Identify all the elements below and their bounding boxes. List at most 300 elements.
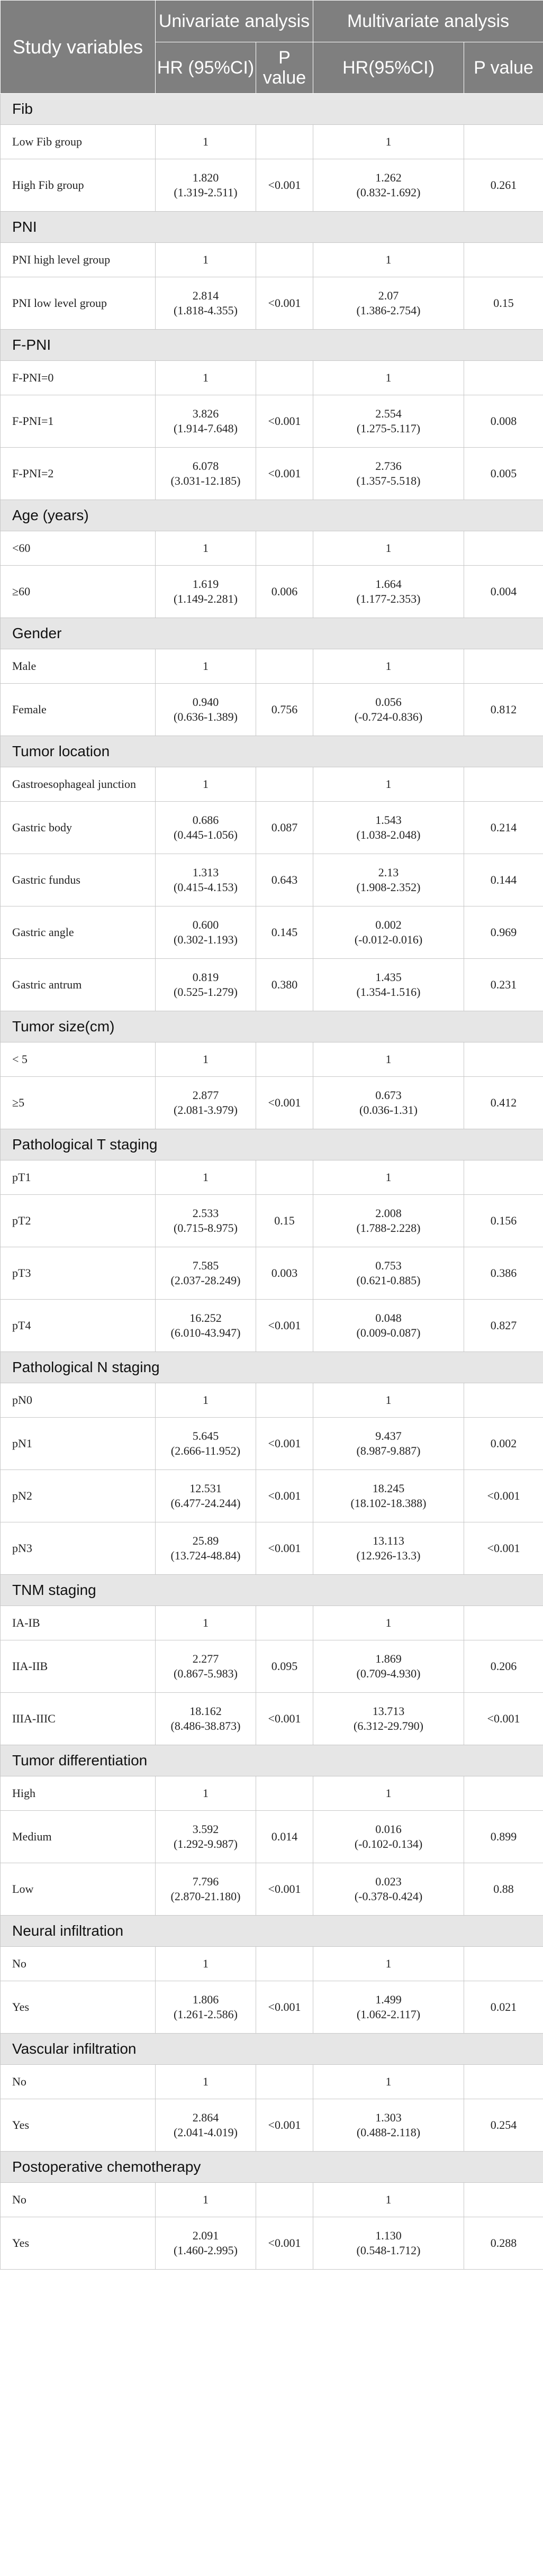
- section-header-row: [1, 1745, 543, 1776]
- uni-hr-cell: [156, 395, 256, 448]
- uni-hr-cell: [156, 1693, 256, 1745]
- row-label: pN1: [1, 1418, 156, 1470]
- multi-hr-value: 1: [385, 2193, 392, 2206]
- uni-hr-cell: [156, 448, 256, 500]
- multi-hr-value: 9.437: [375, 1429, 402, 1443]
- multi-hr-value: 0.673: [375, 1089, 402, 1102]
- multi-p-cell: [464, 1042, 543, 1077]
- multi-p-header: P value: [464, 42, 543, 94]
- multi-hr-value: 1.499: [375, 1993, 402, 2006]
- table-row: [1, 1640, 543, 1693]
- multi-ci-value: (18.102-18.388): [350, 1496, 427, 1510]
- multi-p-cell: [464, 243, 543, 277]
- uni-hr-value: 1: [203, 777, 209, 791]
- uni-hr-value: 6.078: [192, 459, 219, 473]
- uni-hr-cell: [156, 1160, 256, 1195]
- table-row: [1, 802, 543, 854]
- multi-p-cell: 0.254: [464, 2099, 543, 2152]
- multi-hr-value: 1: [385, 253, 392, 266]
- section-title: Vascular infiltration: [1, 2034, 543, 2065]
- uni-ci-value: (6.477-24.244): [170, 1496, 241, 1510]
- uni-p-cell: <0.001: [256, 2217, 313, 2270]
- multi-p-cell: [464, 1606, 543, 1640]
- uni-p-cell: [256, 361, 313, 395]
- uni-p-cell: <0.001: [256, 2099, 313, 2152]
- row-label: High Fib group: [1, 159, 156, 212]
- uni-hr-cell: [156, 1300, 256, 1352]
- multi-hr-cell: [313, 649, 464, 684]
- table-row: [1, 684, 543, 736]
- multi-hr-cell: [313, 1077, 464, 1129]
- multi-hr-cell: [313, 1693, 464, 1745]
- multi-ci-value: (-0.724-0.836): [354, 710, 423, 723]
- multi-hr-value: 1: [385, 1957, 392, 1970]
- uni-p-cell: <0.001: [256, 1418, 313, 1470]
- uni-ci-value: (0.867-5.983): [174, 1667, 238, 1680]
- uni-p-cell: 0.145: [256, 906, 313, 959]
- uni-hr-cell: [156, 1077, 256, 1129]
- uni-p-cell: [256, 2183, 313, 2217]
- uni-p-cell: 0.095: [256, 1640, 313, 1693]
- uni-hr-cell: [156, 361, 256, 395]
- table-row: [1, 361, 543, 395]
- uni-p-cell: <0.001: [256, 1981, 313, 2034]
- uni-p-cell: <0.001: [256, 1863, 313, 1916]
- uni-p-cell: [256, 767, 313, 802]
- uni-hr-cell: [156, 159, 256, 212]
- uni-ci-value: (0.302-1.193): [174, 933, 238, 946]
- uni-hr-cell: [156, 959, 256, 1011]
- multi-hr-value: 1: [385, 135, 392, 148]
- uni-hr-value: 5.645: [192, 1429, 219, 1443]
- multi-hr-value: 1: [385, 1393, 392, 1407]
- multi-p-cell: 0.004: [464, 566, 543, 618]
- uni-ci-value: (8.486-38.873): [170, 1719, 241, 1733]
- row-label: pN0: [1, 1383, 156, 1418]
- multi-p-cell: 0.005: [464, 448, 543, 500]
- section-header-row: [1, 1916, 543, 1947]
- section-title: Gender: [1, 618, 543, 649]
- multi-hr-cell: [313, 802, 464, 854]
- uni-hr-value: 1: [203, 541, 209, 555]
- multi-hr-cell: [313, 1195, 464, 1247]
- uni-p-cell: 0.003: [256, 1247, 313, 1300]
- row-label: pT3: [1, 1247, 156, 1300]
- row-label: No: [1, 2183, 156, 2217]
- section-header-row: [1, 2034, 543, 2065]
- multi-hr-value: 1.262: [375, 171, 402, 184]
- multi-hr-cell: [313, 959, 464, 1011]
- uni-hr-value: 25.89: [192, 1534, 219, 1547]
- uni-ci-value: (2.041-4.019): [174, 2126, 238, 2139]
- table-row: [1, 649, 543, 684]
- row-label: pN2: [1, 1470, 156, 1522]
- uni-p-header: P value: [256, 42, 313, 94]
- multi-hr-cell: [313, 566, 464, 618]
- section-title: Tumor size(cm): [1, 1011, 543, 1042]
- uni-ci-value: (1.319-2.511): [174, 186, 238, 199]
- table-row: [1, 1160, 543, 1195]
- multi-p-cell: 0.021: [464, 1981, 543, 2034]
- table-row: [1, 1300, 543, 1352]
- multi-p-cell: 0.15: [464, 277, 543, 330]
- multi-hr-cell: [313, 1418, 464, 1470]
- multi-hr-cell: [313, 2217, 464, 2270]
- section-title: Fib: [1, 94, 543, 125]
- uni-ci-value: (3.031-12.185): [170, 474, 241, 487]
- uni-hr-cell: [156, 1863, 256, 1916]
- uni-hr-value: 2.814: [192, 289, 219, 302]
- row-label: IIA-IIB: [1, 1640, 156, 1693]
- multi-ci-value: (1.354-1.516): [356, 985, 421, 999]
- table-row: [1, 1981, 543, 2034]
- table-row: [1, 1947, 543, 1981]
- uni-hr-value: 1: [203, 371, 209, 384]
- uni-p-cell: [256, 649, 313, 684]
- multi-hr-cell: [313, 1606, 464, 1640]
- row-label: ≥60: [1, 566, 156, 618]
- row-label: High: [1, 1776, 156, 1811]
- multivariate-header: Multivariate analysis: [313, 1, 543, 42]
- uni-p-cell: [256, 1160, 313, 1195]
- multi-p-cell: [464, 361, 543, 395]
- uni-hr-value: 18.162: [189, 1704, 222, 1718]
- multi-hr-value: 1: [385, 1616, 392, 1629]
- multi-hr-cell: [313, 2183, 464, 2217]
- table-row: [1, 159, 543, 212]
- multi-ci-value: (0.009-0.087): [356, 1326, 421, 1339]
- uni-ci-value: (2.870-21.180): [170, 1890, 241, 1903]
- uni-p-cell: 0.380: [256, 959, 313, 1011]
- multi-ci-value: (1.177-2.353): [356, 592, 421, 605]
- multi-p-cell: [464, 125, 543, 159]
- multi-hr-value: 1.543: [375, 813, 402, 827]
- uni-ci-value: (1.818-4.355): [174, 304, 238, 317]
- table-row: [1, 1077, 543, 1129]
- section-header-row: [1, 736, 543, 767]
- table-row: [1, 767, 543, 802]
- multi-p-cell: 0.812: [464, 684, 543, 736]
- uni-hr-cell: [156, 1383, 256, 1418]
- uni-hr-cell: [156, 2065, 256, 2099]
- uni-hr-cell: [156, 649, 256, 684]
- uni-hr-cell: [156, 1042, 256, 1077]
- multi-hr-cell: [313, 1383, 464, 1418]
- multi-ci-value: (0.832-1.692): [356, 186, 421, 199]
- multi-hr-cell: [313, 1300, 464, 1352]
- multi-hr-value: 2.008: [375, 1207, 402, 1220]
- row-label: Yes: [1, 2217, 156, 2270]
- table-body: [1, 94, 543, 2270]
- table-row: [1, 2099, 543, 2152]
- multi-hr-value: 1: [385, 659, 392, 673]
- multi-hr-cell: [313, 906, 464, 959]
- multi-p-cell: 0.386: [464, 1247, 543, 1300]
- uni-hr-value: 1: [203, 659, 209, 673]
- uni-hr-value: 0.940: [192, 695, 219, 709]
- row-label: < 5: [1, 1042, 156, 1077]
- uni-hr-cell: [156, 1776, 256, 1811]
- multi-p-cell: [464, 1160, 543, 1195]
- multi-hr-cell: [313, 243, 464, 277]
- multi-p-cell: [464, 1947, 543, 1981]
- row-label: <60: [1, 531, 156, 566]
- section-title: TNM staging: [1, 1575, 543, 1606]
- uni-hr-value: 1.313: [192, 866, 219, 879]
- uni-hr-cell: [156, 243, 256, 277]
- multi-hr-cell: [313, 125, 464, 159]
- uni-p-cell: [256, 1383, 313, 1418]
- multi-ci-value: (-0.012-0.016): [354, 933, 423, 946]
- multi-hr-value: 1.303: [375, 2111, 402, 2124]
- uni-hr-cell: [156, 1606, 256, 1640]
- table-row: [1, 448, 543, 500]
- uni-ci-value: (13.724-48.84): [170, 1549, 241, 1562]
- uni-ci-value: (6.010-43.947): [170, 1326, 241, 1339]
- table-row: [1, 243, 543, 277]
- uni-ci-value: (1.914-7.648): [174, 422, 238, 435]
- uni-hr-cell: [156, 684, 256, 736]
- row-label: F-PNI=1: [1, 395, 156, 448]
- uni-p-cell: [256, 243, 313, 277]
- multi-p-cell: [464, 649, 543, 684]
- uni-hr-value: 0.819: [192, 970, 219, 984]
- multi-hr-value: 2.07: [378, 289, 399, 302]
- row-label: Medium: [1, 1811, 156, 1863]
- multi-p-cell: 0.412: [464, 1077, 543, 1129]
- table-row: [1, 566, 543, 618]
- section-header-row: [1, 1129, 543, 1160]
- multi-hr-value: 0.002: [375, 918, 402, 931]
- uni-hr-cell: [156, 1640, 256, 1693]
- multi-hr-value: 1.664: [375, 577, 402, 591]
- table-header: [1, 1, 543, 94]
- uni-hr-cell: [156, 1418, 256, 1470]
- uni-p-cell: [256, 125, 313, 159]
- multi-hr-value: 0.056: [375, 695, 402, 709]
- uni-p-cell: <0.001: [256, 448, 313, 500]
- table-row: [1, 395, 543, 448]
- row-label: Male: [1, 649, 156, 684]
- uni-hr-cell: [156, 125, 256, 159]
- study-variables-header: Study variables: [1, 1, 156, 94]
- uni-hr-value: 1: [203, 1786, 209, 1800]
- uni-ci-value: (2.081-3.979): [174, 1103, 238, 1117]
- multi-ci-value: (0.488-2.118): [356, 2126, 421, 2139]
- table-row: [1, 1863, 543, 1916]
- uni-hr-cell: [156, 906, 256, 959]
- section-title: Tumor location: [1, 736, 543, 767]
- multi-hr-cell: [313, 531, 464, 566]
- row-label: pT4: [1, 1300, 156, 1352]
- section-title: Tumor differentiation: [1, 1745, 543, 1776]
- multi-p-cell: <0.001: [464, 1522, 543, 1575]
- table-row: [1, 1383, 543, 1418]
- section-title: F-PNI: [1, 330, 543, 361]
- multi-p-cell: 0.288: [464, 2217, 543, 2270]
- multi-p-cell: 0.899: [464, 1811, 543, 1863]
- section-header-row: [1, 1575, 543, 1606]
- table-row: [1, 1042, 543, 1077]
- uni-ci-value: (1.292-9.987): [174, 1837, 238, 1851]
- uni-hr-value: 7.796: [192, 1875, 219, 1888]
- row-label: Yes: [1, 1981, 156, 2034]
- uni-p-cell: [256, 531, 313, 566]
- uni-p-cell: [256, 2065, 313, 2099]
- multi-hr-value: 1.130: [375, 2229, 402, 2242]
- multi-p-cell: 0.827: [464, 1300, 543, 1352]
- multi-hr-cell: [313, 1947, 464, 1981]
- section-header-row: [1, 330, 543, 361]
- row-label: PNI high level group: [1, 243, 156, 277]
- uni-hr-cell: [156, 2217, 256, 2270]
- row-label: No: [1, 2065, 156, 2099]
- table-row: [1, 1418, 543, 1470]
- section-header-row: [1, 94, 543, 125]
- row-label: Gastric angle: [1, 906, 156, 959]
- multi-hr-cell: [313, 2065, 464, 2099]
- multi-p-cell: <0.001: [464, 1693, 543, 1745]
- multi-ci-value: (0.548-1.712): [356, 2244, 421, 2257]
- uni-ci-value: (0.415-4.153): [174, 881, 238, 894]
- section-header-row: [1, 618, 543, 649]
- table-row: [1, 1776, 543, 1811]
- uni-ci-value: (0.525-1.279): [174, 985, 238, 999]
- uni-p-cell: <0.001: [256, 1077, 313, 1129]
- uni-hr-value: 7.585: [192, 1259, 219, 1272]
- uni-hr-cell: [156, 1247, 256, 1300]
- table-row: [1, 277, 543, 330]
- row-label: pN3: [1, 1522, 156, 1575]
- table-row: [1, 531, 543, 566]
- uni-hr-cell: [156, 1981, 256, 2034]
- uni-hr-value: 1: [203, 253, 209, 266]
- uni-ci-value: (1.261-2.586): [174, 2008, 238, 2021]
- multi-hr-cell: [313, 1811, 464, 1863]
- uni-hr-value: 1: [203, 2193, 209, 2206]
- row-label: Yes: [1, 2099, 156, 2152]
- table-row: [1, 906, 543, 959]
- uni-hr-value: 16.252: [189, 1311, 222, 1325]
- table-row: [1, 2065, 543, 2099]
- multi-ci-value: (1.275-5.117): [356, 422, 421, 435]
- multi-hr-value: 13.113: [373, 1534, 404, 1547]
- uni-hr-cell: [156, 1947, 256, 1981]
- uni-hr-value: 1: [203, 1957, 209, 1970]
- uni-hr-header: HR (95%CI): [156, 42, 256, 94]
- multi-p-cell: 0.231: [464, 959, 543, 1011]
- multi-hr-cell: [313, 448, 464, 500]
- uni-hr-value: 2.864: [192, 2111, 219, 2124]
- multi-hr-cell: [313, 395, 464, 448]
- table-row: [1, 2217, 543, 2270]
- multi-hr-cell: [313, 361, 464, 395]
- row-label: Low: [1, 1863, 156, 1916]
- multi-hr-cell: [313, 1042, 464, 1077]
- multi-hr-value: 0.048: [375, 1311, 402, 1325]
- multi-hr-cell: [313, 1640, 464, 1693]
- row-label: pT1: [1, 1160, 156, 1195]
- uni-p-cell: 0.006: [256, 566, 313, 618]
- uni-p-cell: <0.001: [256, 1470, 313, 1522]
- multi-ci-value: (6.312-29.790): [354, 1719, 423, 1733]
- uni-ci-value: (0.715-8.975): [174, 1221, 238, 1235]
- row-label: IIIA-IIIC: [1, 1693, 156, 1745]
- multi-hr-value: 1: [385, 2075, 392, 2088]
- uni-hr-value: 1.806: [192, 1993, 219, 2006]
- row-label: Female: [1, 684, 156, 736]
- uni-hr-cell: [156, 802, 256, 854]
- multi-p-cell: [464, 2183, 543, 2217]
- multi-hr-value: 2.554: [375, 407, 402, 420]
- uni-hr-value: 1: [203, 135, 209, 148]
- multi-ci-value: (12.926-13.3): [356, 1549, 421, 1562]
- row-label: F-PNI=0: [1, 361, 156, 395]
- multi-hr-value: 1: [385, 541, 392, 555]
- multi-ci-value: (-0.102-0.134): [354, 1837, 423, 1851]
- multi-p-cell: [464, 1776, 543, 1811]
- multi-hr-value: 1: [385, 371, 392, 384]
- uni-ci-value: (0.636-1.389): [174, 710, 238, 723]
- section-header-row: [1, 1352, 543, 1383]
- multi-p-cell: [464, 767, 543, 802]
- uni-hr-value: 12.531: [189, 1482, 222, 1495]
- multi-hr-value: 0.023: [375, 1875, 402, 1888]
- uni-p-cell: [256, 1606, 313, 1640]
- section-title: Neural infiltration: [1, 1916, 543, 1947]
- uni-hr-value: 2.533: [192, 1207, 219, 1220]
- multi-ci-value: (1.357-5.518): [356, 474, 421, 487]
- multi-hr-value: 1.435: [375, 970, 402, 984]
- uni-hr-cell: [156, 2183, 256, 2217]
- multi-hr-cell: [313, 2099, 464, 2152]
- uni-hr-value: 1.619: [192, 577, 219, 591]
- row-label: No: [1, 1947, 156, 1981]
- multi-p-cell: 0.002: [464, 1418, 543, 1470]
- multi-hr-cell: [313, 1863, 464, 1916]
- uni-hr-value: 0.600: [192, 918, 219, 931]
- uni-hr-value: 1: [203, 1053, 209, 1066]
- uni-p-cell: [256, 1947, 313, 1981]
- multi-p-cell: 0.969: [464, 906, 543, 959]
- multi-hr-cell: [313, 1776, 464, 1811]
- row-label: pT2: [1, 1195, 156, 1247]
- multi-ci-value: (-0.378-0.424): [354, 1890, 423, 1903]
- uni-hr-value: 1.820: [192, 171, 219, 184]
- uni-hr-value: 2.091: [192, 2229, 219, 2242]
- table-row: [1, 959, 543, 1011]
- multi-ci-value: (0.709-4.930): [356, 1667, 421, 1680]
- multi-hr-value: 1.869: [375, 1652, 402, 1665]
- multi-hr-cell: [313, 854, 464, 906]
- multi-ci-value: (1.038-2.048): [356, 828, 421, 841]
- multi-hr-value: 1: [385, 1786, 392, 1800]
- multi-hr-header: HR(95%CI): [313, 42, 464, 94]
- multi-ci-value: (1.908-2.352): [356, 881, 421, 894]
- table-row: [1, 1606, 543, 1640]
- multi-p-cell: [464, 1383, 543, 1418]
- uni-p-cell: [256, 1042, 313, 1077]
- uni-hr-value: 3.826: [192, 407, 219, 420]
- multi-hr-value: 13.713: [372, 1704, 405, 1718]
- section-title: PNI: [1, 212, 543, 243]
- section-title: Postoperative chemotherapy: [1, 2152, 543, 2183]
- uni-hr-cell: [156, 767, 256, 802]
- uni-p-cell: [256, 1776, 313, 1811]
- multi-hr-value: 2.13: [378, 866, 399, 879]
- uni-hr-cell: [156, 1811, 256, 1863]
- uni-hr-value: 2.877: [192, 1089, 219, 1102]
